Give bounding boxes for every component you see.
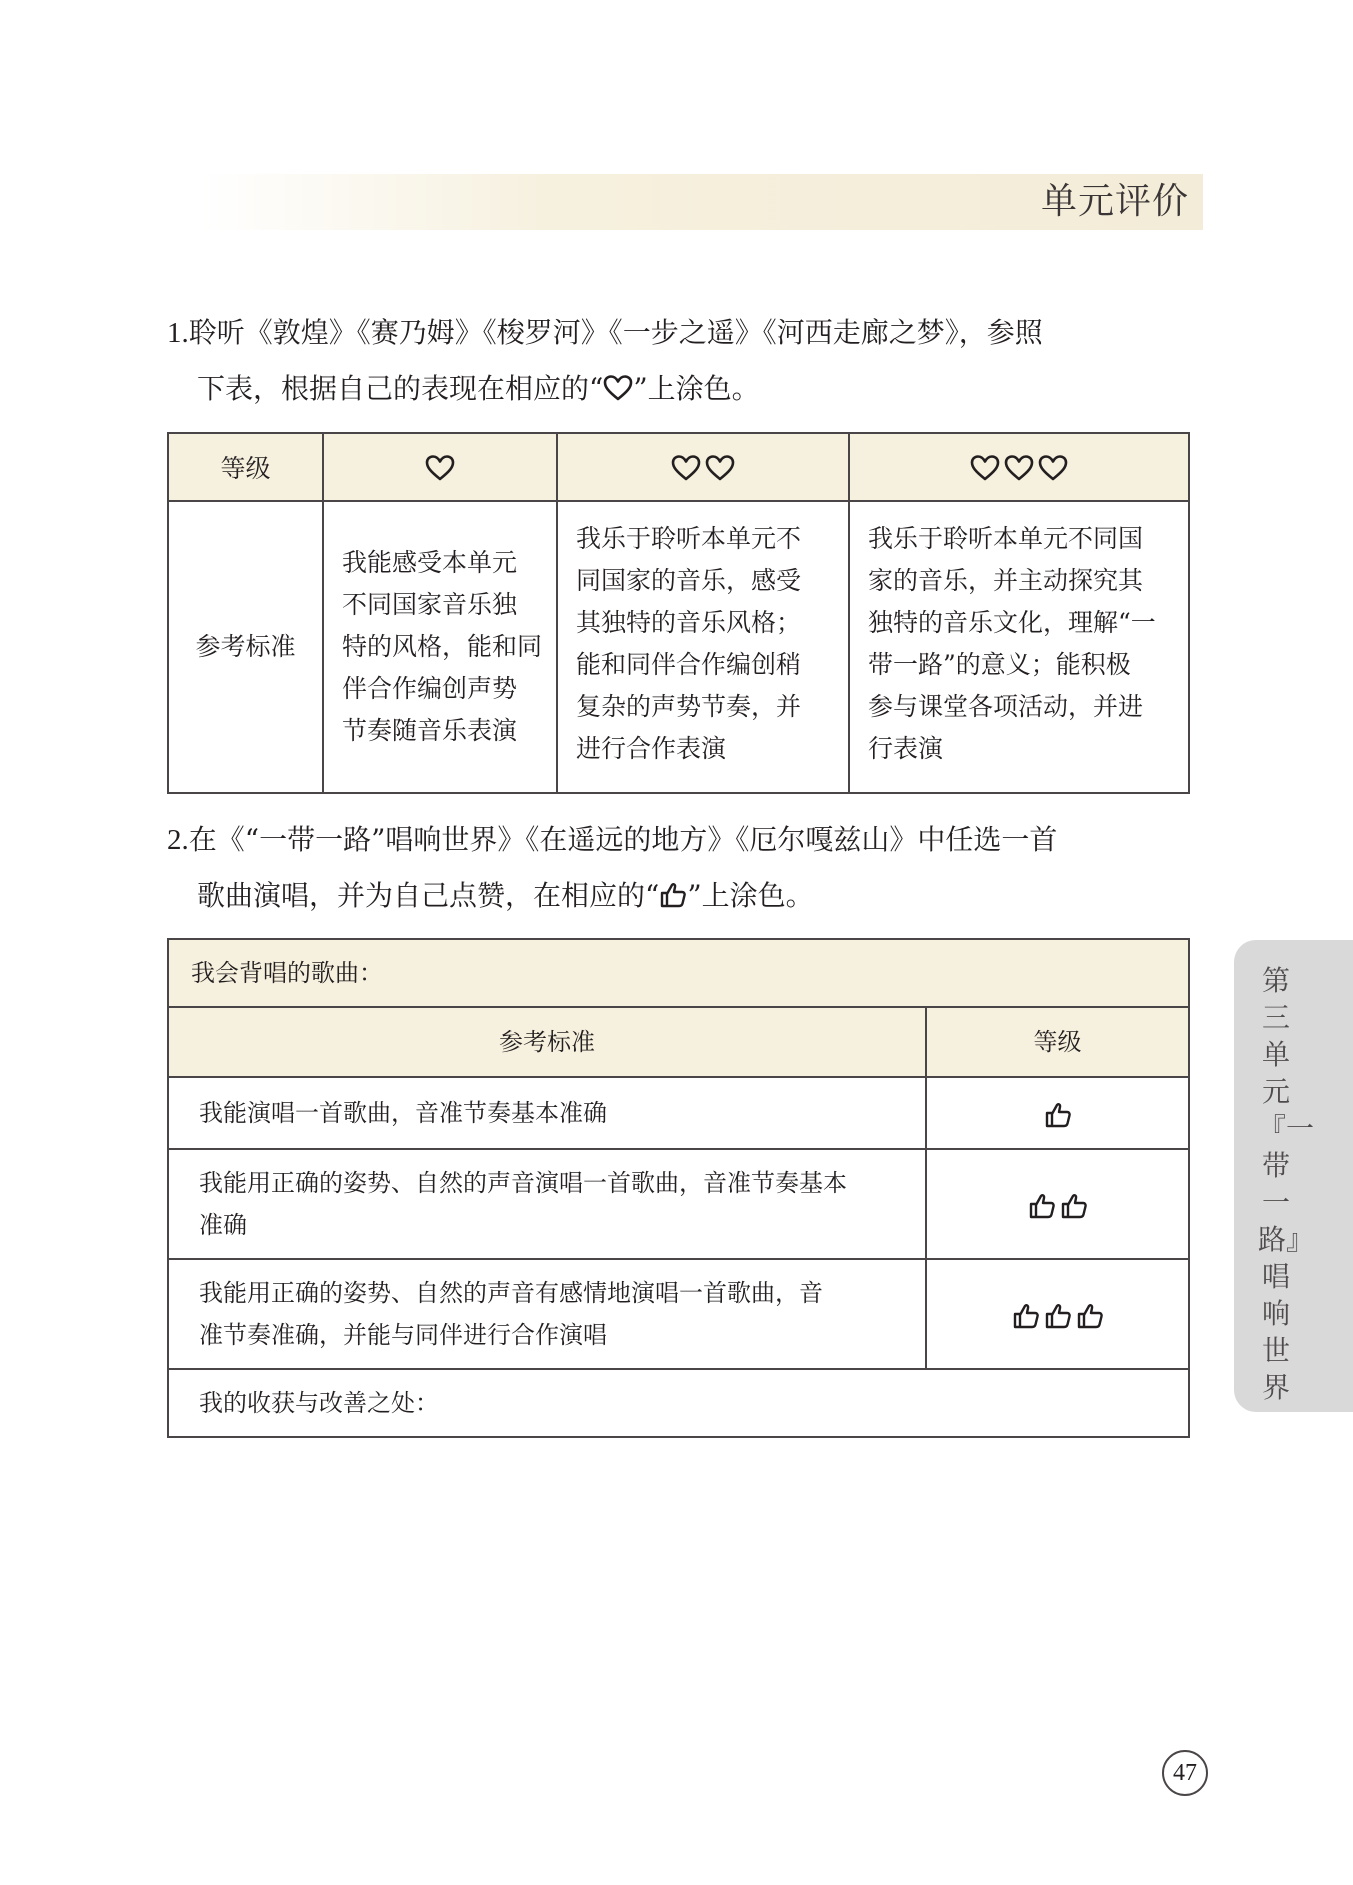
text-line: 节奏随音乐表演 — [342, 716, 518, 745]
text-line: 参与课堂各项活动，并进 — [868, 692, 1144, 721]
text-line: 伴合作编创声势 — [342, 674, 518, 703]
question-1-text-1: 聆听《敦煌》《赛乃姆》《梭罗河》《一步之遥》《河西走廊之梦》，参照 — [188, 316, 1043, 349]
question-2-text-2a: 歌曲演唱，并为自己点赞，在相应的“ — [197, 879, 660, 912]
question-2-number: 2. — [167, 824, 189, 856]
text-line: 我能用正确的姿势、自然的声音演唱一首歌曲，音准节奏基本 — [199, 1169, 847, 1197]
thumbs-3 — [1012, 1302, 1104, 1330]
question-2-text-1: 在《“一带一路”唱响世界》《在遥远的地方》《厄尔嘎兹山》中任选一首 — [188, 823, 1058, 856]
table-1-header-row — [168, 433, 1189, 501]
thumbs-cell — [926, 1077, 1189, 1149]
text-line: 行表演 — [868, 734, 944, 763]
thumbs-up-outline-icon — [1076, 1302, 1104, 1330]
level-header: 等级 — [168, 433, 323, 501]
evaluation-table-2 — [167, 938, 1190, 1438]
thumbs-up-outline-icon — [1060, 1192, 1088, 1220]
header-band — [200, 174, 1203, 230]
heart-outline-icon — [603, 365, 633, 421]
thumbs-cell — [926, 1149, 1189, 1259]
heart-outline-icon — [425, 454, 455, 482]
heart-outline-icon — [1004, 454, 1034, 482]
thumbs-up-outline-icon — [1012, 1302, 1040, 1330]
unit-side-tab-text: 第三单元『一带一路』唱响世界 — [1258, 964, 1315, 1404]
question-2 — [167, 812, 1190, 928]
question-2-line-1 — [167, 812, 1190, 868]
heart-outline-icon — [1038, 454, 1068, 482]
text-line: 进行合作表演 — [576, 734, 727, 763]
thumbs-up-outline-icon — [1044, 1101, 1072, 1129]
text-line: 准确 — [199, 1211, 247, 1239]
text-line: 带一路”的意义；能积极 — [868, 650, 1131, 679]
table-row — [168, 1149, 1189, 1259]
criteria-text — [168, 1077, 926, 1149]
text-line: 我能感受本单元 — [342, 548, 518, 577]
heart-outline-icon — [705, 454, 735, 482]
criteria-text — [168, 1259, 926, 1369]
question-1 — [167, 305, 1190, 421]
text-line: 我能演唱一首歌曲，音准节奏基本准确 — [199, 1099, 607, 1127]
text-line: 独特的音乐文化，理解“一 — [868, 608, 1156, 637]
level-3-cell — [849, 433, 1189, 501]
hearts-3 — [970, 454, 1068, 482]
thumbs-1 — [1044, 1101, 1072, 1129]
criteria-level-2 — [557, 501, 849, 793]
text-line: 家的音乐，并主动探究其 — [868, 566, 1144, 595]
hearts-1 — [425, 454, 455, 482]
text-line: 能和同伴合作编创稍 — [576, 650, 802, 679]
songs-row — [168, 939, 1189, 1007]
songs-label: 我会背唱的歌曲： — [168, 939, 1189, 1007]
table-1-criteria-row — [168, 501, 1189, 793]
criteria-column-header: 参考标准 — [168, 1007, 926, 1077]
question-2-line-2 — [167, 868, 1190, 928]
text-line: 不同国家音乐独 — [342, 590, 518, 619]
question-1-number: 1. — [167, 317, 189, 349]
thumbs-up-outline-icon — [1044, 1302, 1072, 1330]
page-number: 47 — [1162, 1750, 1208, 1796]
question-1-line-1 — [167, 305, 1190, 361]
table-row — [168, 1259, 1189, 1369]
question-1-text-2b: ”上涂色。 — [633, 372, 760, 405]
level-2-cell — [557, 433, 849, 501]
question-2-text-2b: ”上涂色。 — [687, 879, 814, 912]
thumbs-up-outline-icon — [659, 872, 687, 928]
hearts-2 — [671, 454, 735, 482]
text-line: 我乐于聆听本单元不 — [576, 524, 802, 553]
reflection-label: 我的收获与改善之处： — [168, 1369, 1189, 1437]
thumbs-up-outline-icon — [1028, 1192, 1056, 1220]
question-1-line-2 — [167, 361, 1190, 421]
criteria-label: 参考标准 — [168, 501, 323, 793]
evaluation-table-1 — [167, 432, 1190, 794]
table-2-header-row — [168, 1007, 1189, 1077]
text-line: 特的风格，能和同 — [342, 632, 543, 661]
text-line: 我能用正确的姿势、自然的声音有感情地演唱一首歌曲，音 — [199, 1279, 823, 1307]
text-line: 复杂的声势节奏，并 — [576, 692, 802, 721]
text-line: 同国家的音乐，感受 — [576, 566, 802, 595]
question-1-text-2a: 下表，根据自己的表现在相应的“ — [197, 372, 604, 405]
text-line: 其独特的音乐风格； — [576, 608, 802, 637]
thumbs-2 — [1028, 1192, 1088, 1220]
level-column-header: 等级 — [926, 1007, 1189, 1077]
table-row — [168, 1077, 1189, 1149]
text-line: 准节奏准确，并能与同伴进行合作演唱 — [199, 1321, 607, 1349]
criteria-level-1 — [323, 501, 557, 793]
reflection-row — [168, 1369, 1189, 1437]
heart-outline-icon — [970, 454, 1000, 482]
criteria-text — [168, 1149, 926, 1259]
criteria-level-3 — [849, 501, 1189, 793]
text-line: 我乐于聆听本单元不同国 — [868, 524, 1144, 553]
thumbs-cell — [926, 1259, 1189, 1369]
level-1-cell — [323, 433, 557, 501]
section-title: 单元评价 — [1040, 181, 1189, 222]
heart-outline-icon — [671, 454, 701, 482]
